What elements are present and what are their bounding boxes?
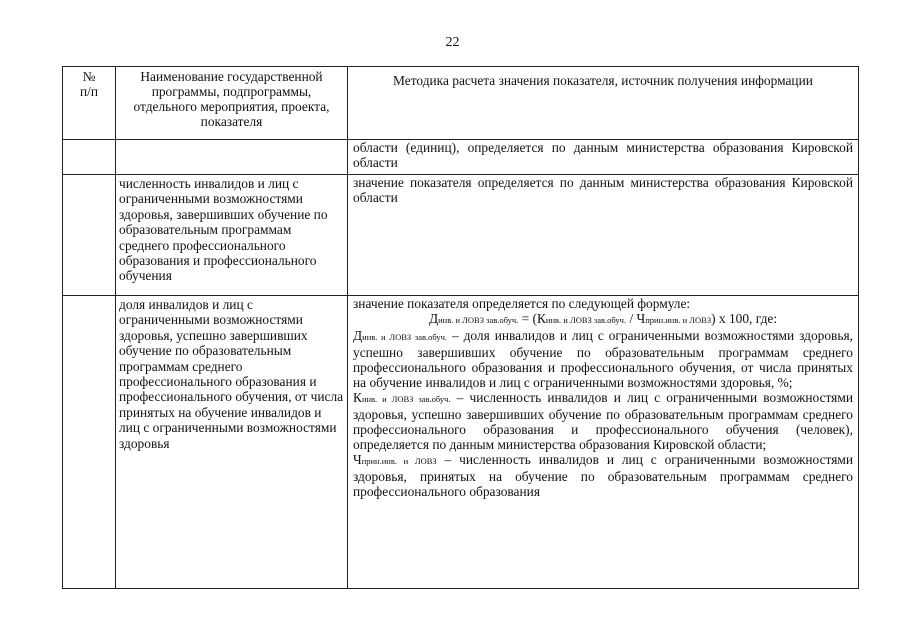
table-row (63, 140, 859, 175)
method-intro: значение показателя определяется по следующей формуле: (353, 296, 691, 311)
header-num-text: № п/п (79, 69, 99, 99)
page-number: 22 (445, 35, 460, 50)
row-method-cell (348, 296, 859, 589)
definition-ch: Чприн.инв. и ЛОВЗ – численность инвалидов и лиц с ограниченными возможностями здоровья, принятых на обучение по образовательным программам среднего профессионального образования (353, 452, 853, 499)
row-method-cell (348, 175, 859, 296)
row-num-cell (63, 140, 116, 175)
row-method: области (единиц), определяется по данным министерства образования Кировской области (353, 140, 853, 170)
row-method-cell (348, 140, 859, 175)
table-row (63, 175, 859, 296)
header-cell-num (63, 67, 116, 140)
header-cell-method (348, 67, 859, 140)
row-method: значение показателя определяется по данным министерства образования Кировской области (353, 175, 853, 205)
header-cell-name (116, 67, 348, 140)
row-num-cell (63, 175, 116, 296)
row-num-cell (63, 296, 116, 589)
formula: Динв. и ЛОВЗ зав.обуч. = (Кинв. и ЛОВЗ зав.обуч. / Чприн.инв. и ЛОВЗ) х 100, где: (428, 311, 778, 326)
indicator-table (62, 66, 859, 589)
row-name: доля инвалидов и лиц с ограниченными возможностями здоровья, успешно завершивших обучение по образовательным программам среднего профессионального образования и профессионального обучения, от числа принятых на обучение инвалидов и лиц с ограниченными возможностями здоровья (119, 297, 344, 451)
definition-k: Кинв. и ЛОВЗ зав.обуч. – численность инвалидов и лиц с ограниченными возможностями здоровья, успешно завершивших обучение по образовательным программам среднего профессионального образования и профессионального обучения (человек), определяется по данным министерства образования Кировской области; (353, 390, 853, 452)
table-header-row (63, 67, 859, 140)
table-row (63, 296, 859, 589)
header-method-text: Методика расчета значения показателя, источник получения информации (393, 73, 813, 88)
row-name-cell (116, 296, 348, 589)
row-name (116, 140, 347, 142)
row-name: численность инвалидов и лиц с ограниченными возможностями здоровья, завершивших обучение по образовательным программам среднего профессионального образования и профессионального обучения (119, 176, 328, 284)
row-name-cell (116, 140, 348, 175)
header-name-text: Наименование государственной программы, подпрограммы, отдельного мероприятия, проекта, показателя (133, 69, 330, 129)
row-name-cell (116, 175, 348, 296)
definition-d: Динв. и ЛОВЗ зав.обуч. – доля инвалидов и лиц с ограниченными возможностями здоровья, успешно завершивших обучение по образовательным программам среднего профессионального образования и профессионального обучения, от числа принятых на обучение инвалидов и лиц с ограниченными возможностями здоровья, %; (353, 328, 853, 390)
